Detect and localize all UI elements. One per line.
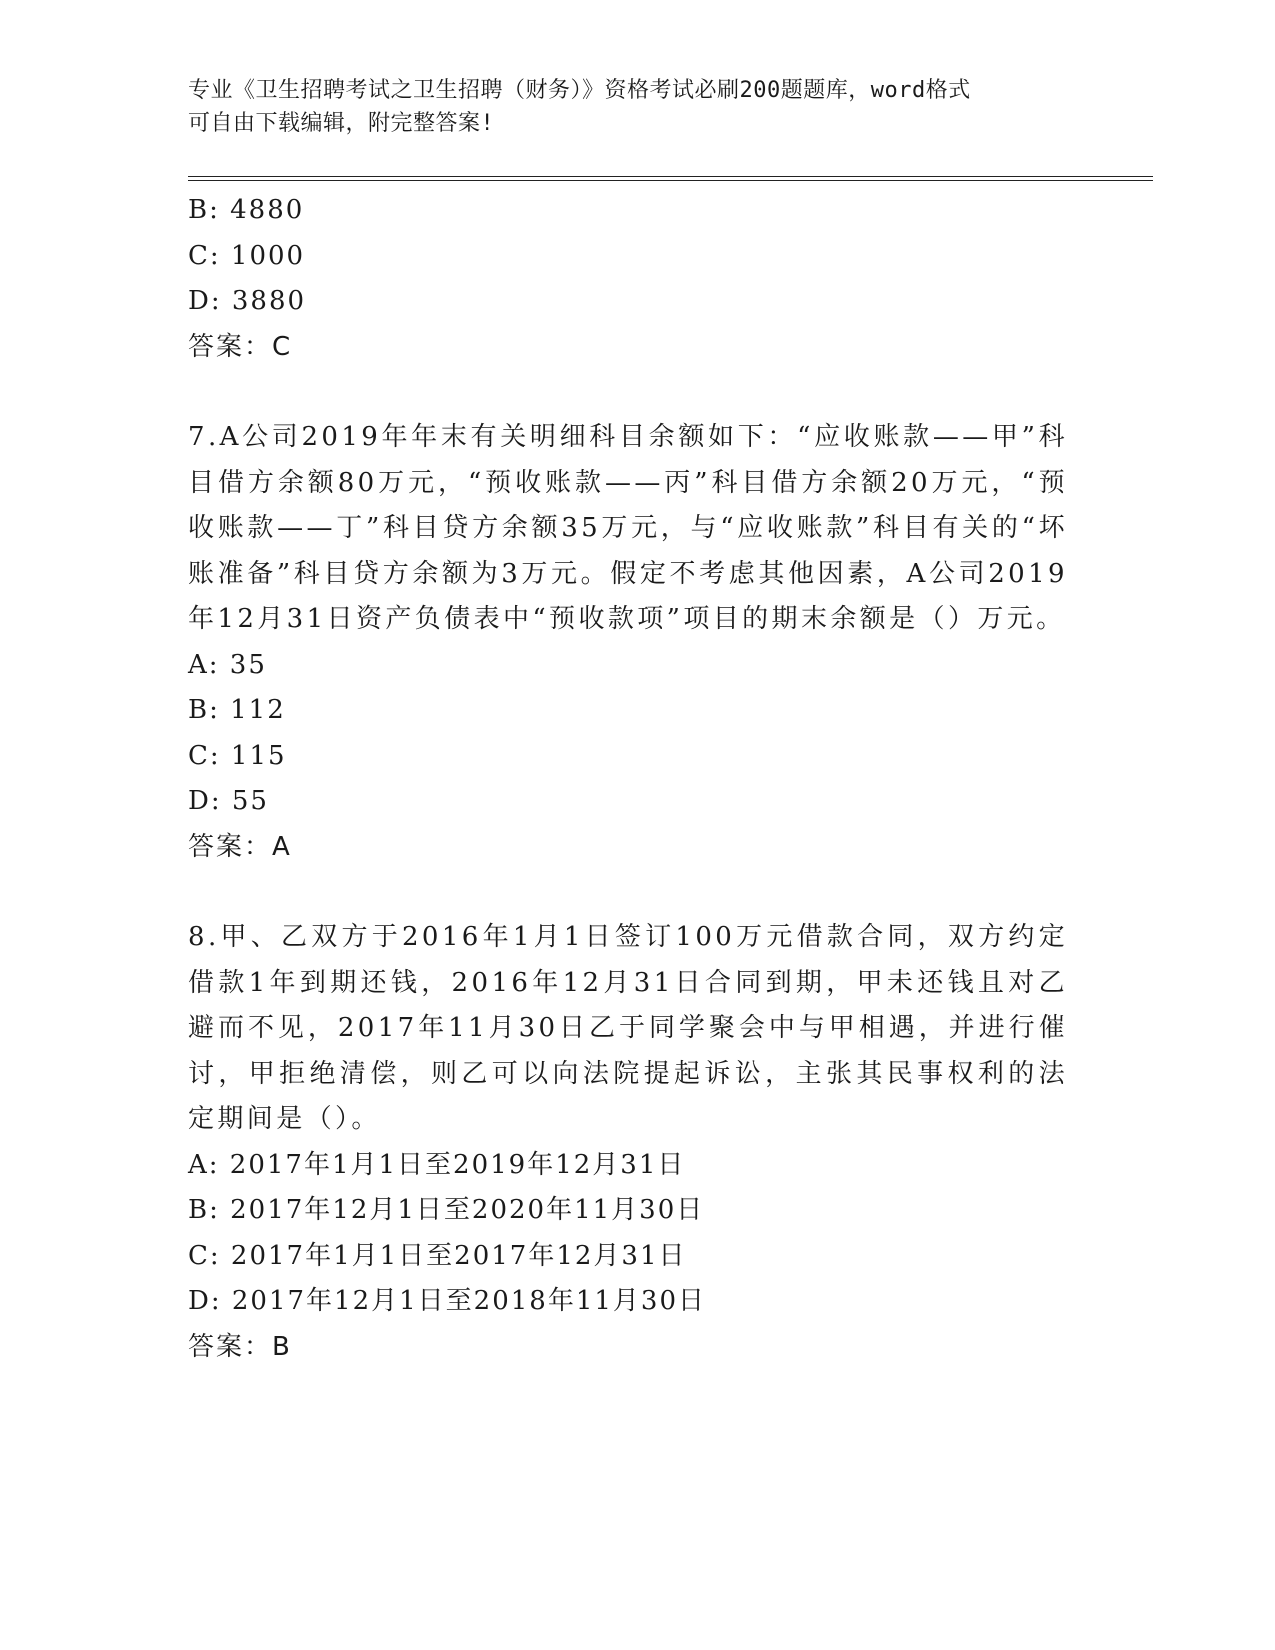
answer-line: 答案：A xyxy=(188,831,292,862)
option-a: A: 35 xyxy=(188,649,267,680)
option-d: D: 3880 xyxy=(188,286,307,316)
option-b: B: 112 xyxy=(188,695,286,725)
question-text: 8.甲、乙双方于2016年1月1日签订100万元借款合同，双方约定借款1年到期还钱，2016年12月31日合同到期，甲未还钱且对乙避而不见，2017年11月30日乙于同学聚会中与甲相遇，并进行催讨，甲拒绝清偿，则乙可以向法院提起诉讼，主张其民事权利的法定期间是（）。 xyxy=(188,922,1068,1134)
answer-line: 答案：B xyxy=(188,1331,292,1362)
option-a: A: 2017年1月1日至2019年12月31日 xyxy=(188,1149,686,1180)
option-b: B: 2017年12月1日至2020年11月30日 xyxy=(188,1195,705,1225)
spacer xyxy=(188,870,1068,915)
question-block-7 xyxy=(188,415,1068,870)
option-d: D: 2017年12月1日至2018年11月30日 xyxy=(188,1286,707,1316)
option-d: D: 55 xyxy=(188,786,269,816)
question-block-8 xyxy=(188,915,1068,1370)
option-b: B: 4880 xyxy=(188,195,305,225)
option-c: C: 1000 xyxy=(188,240,306,271)
answer-line: 答案：C xyxy=(188,331,293,362)
header-divider xyxy=(188,176,1153,181)
header-title-line-1: 专业《卫生招聘考试之卫生招聘（财务）》资格考试必刷200题题库，word格式 xyxy=(188,78,971,103)
question-text: 7.A公司2019年年末有关明细科目余额如下：“应收账款——甲”科目借方余额80万元，“预收账款——丙”科目借方余额20万元，“预收账款——丁”科目贷方余额35万元，与“应收账款”科目有关的“坏账准备”科目贷方余额为3万元。假定不考虑其他因素，A公司2019年12月31日资产负债表中“预收款项”项目的期末余额是（）万元。 xyxy=(188,422,1068,634)
continued-question-block xyxy=(188,188,1068,370)
document-header xyxy=(188,74,1068,140)
spacer xyxy=(188,370,1068,415)
question-content xyxy=(188,188,1068,1370)
header-title-line-2: 可自由下载编辑，附完整答案! xyxy=(188,111,495,136)
option-c: C: 2017年1月1日至2017年12月31日 xyxy=(188,1240,687,1271)
option-c: C: 115 xyxy=(188,740,287,771)
